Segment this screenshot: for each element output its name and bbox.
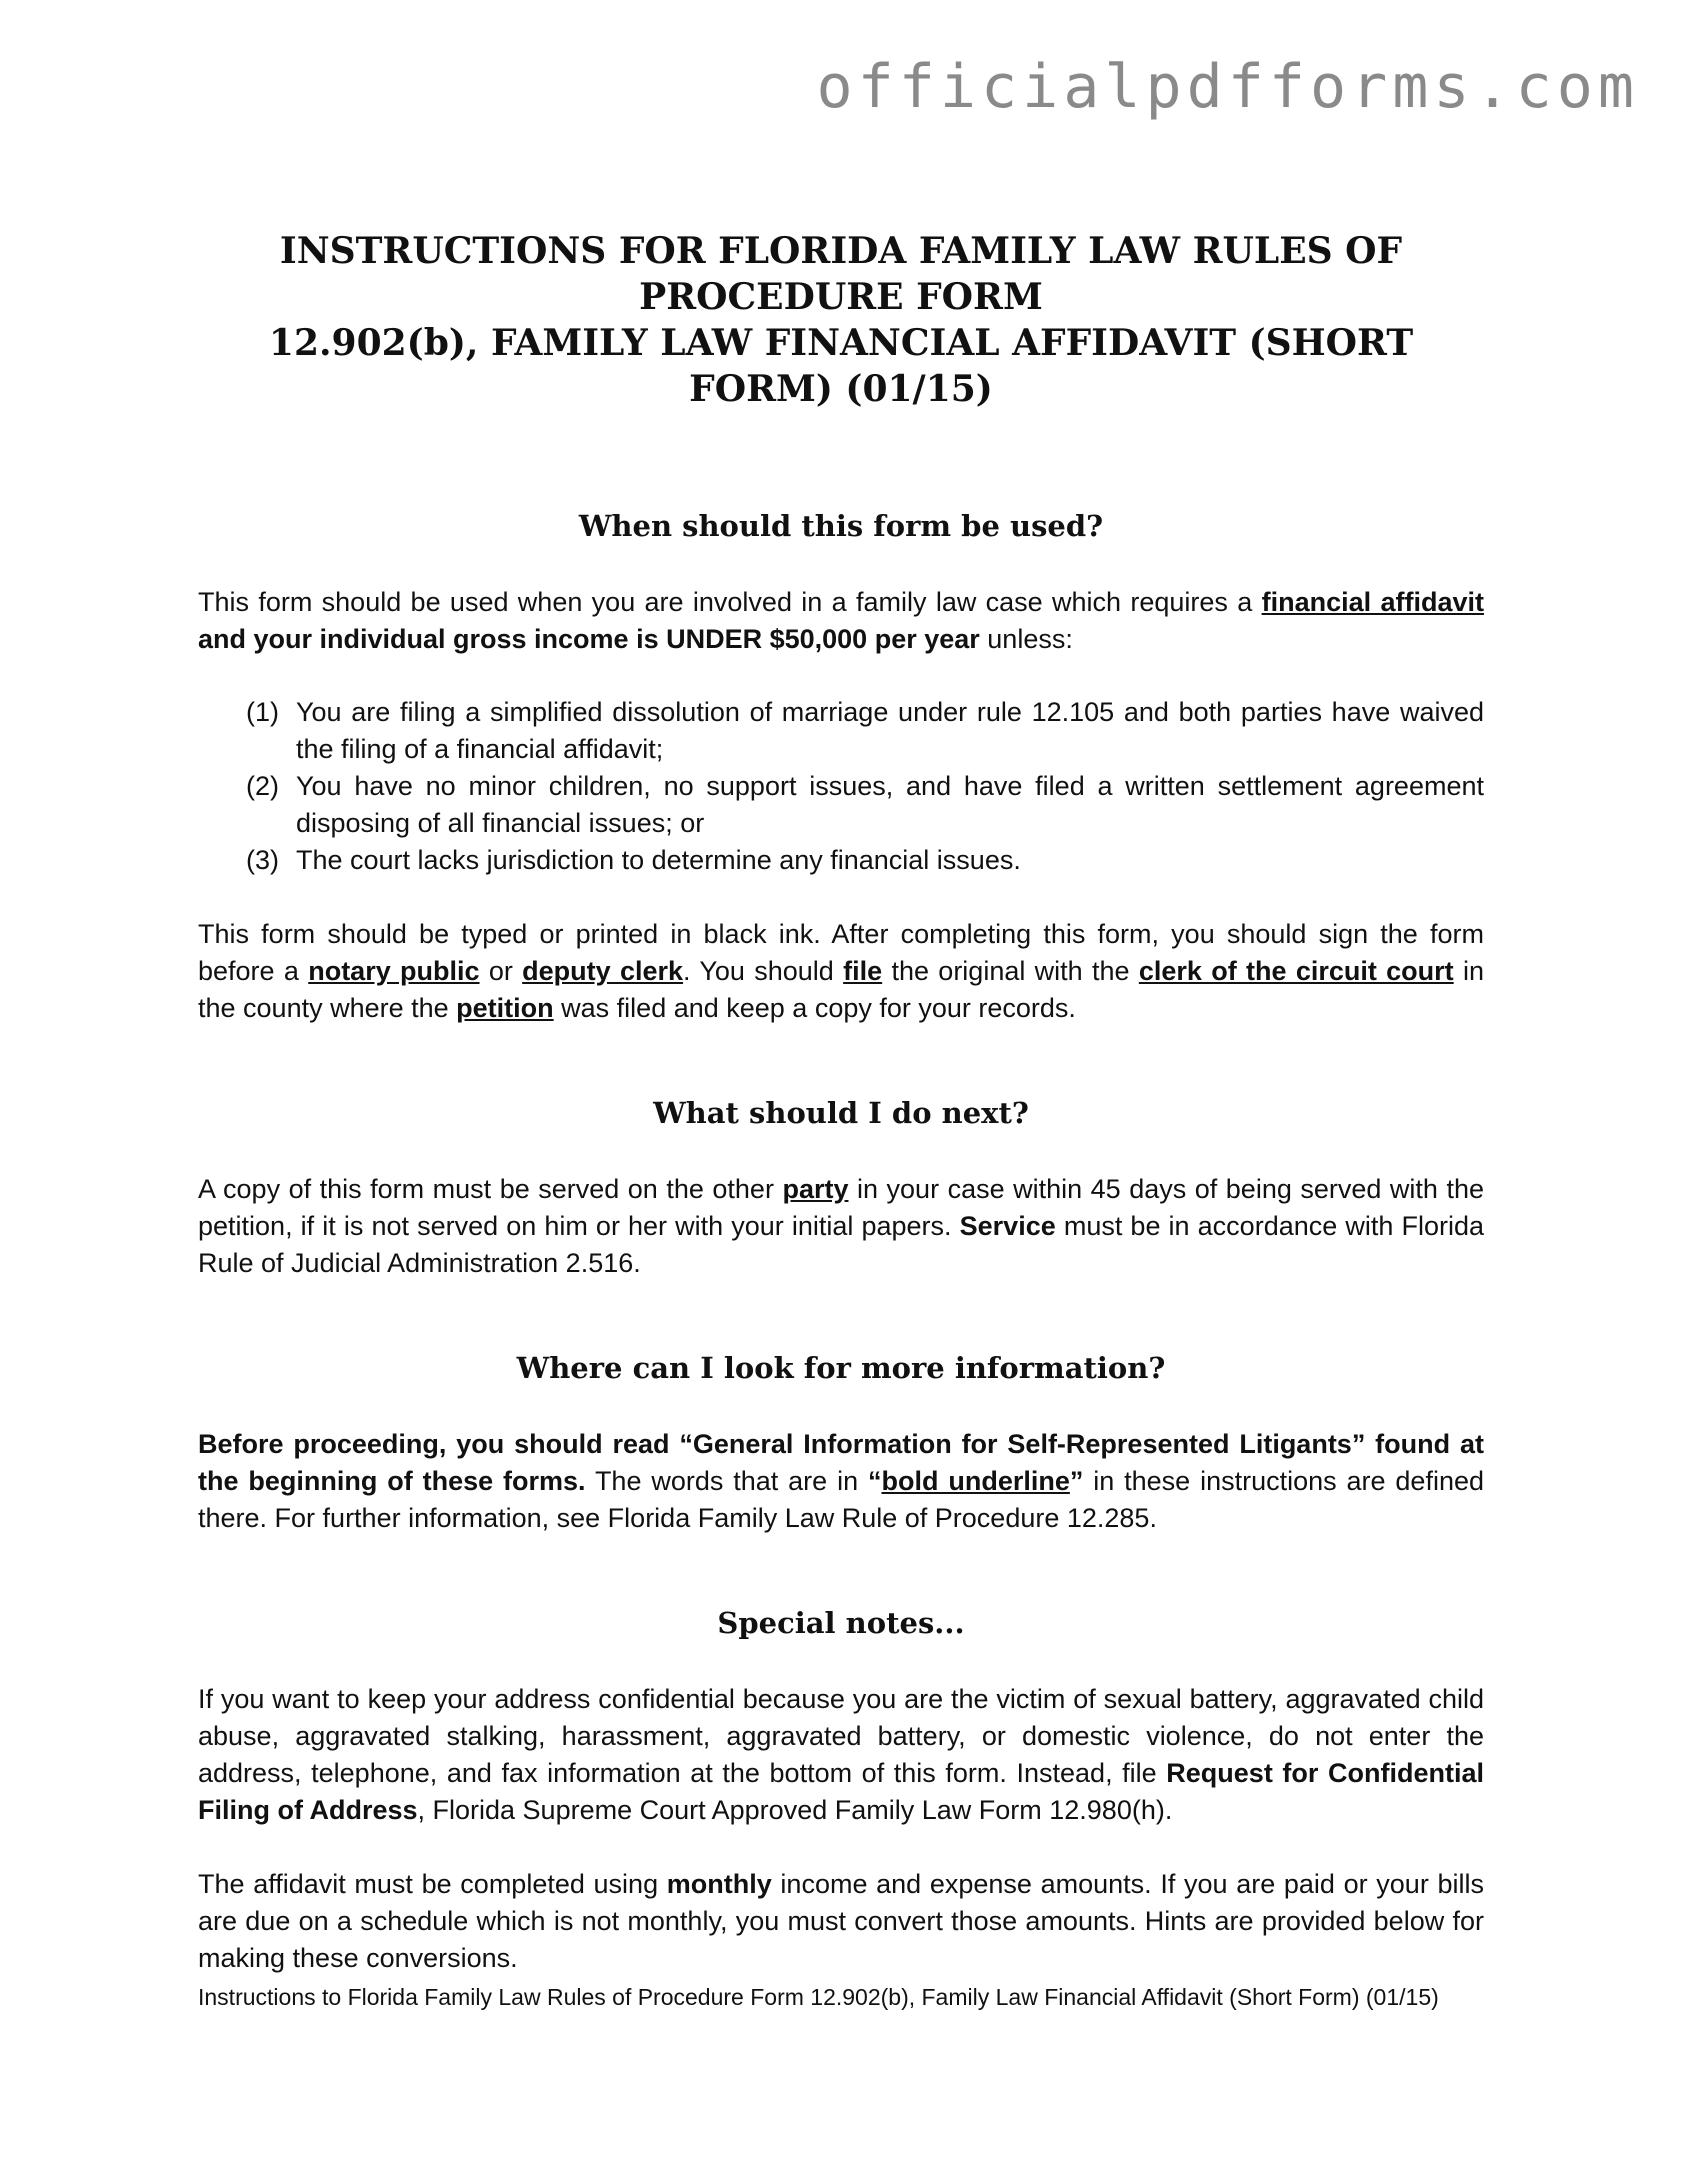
section-heading-special-notes: Special notes...	[717, 1606, 965, 1640]
section-when-used	[198, 506, 1484, 1027]
term-deputy-clerk: deputy clerk	[522, 956, 684, 986]
list-text: You are filing a simplified dissolution of marriage under rule 12.105 and both parties have waived the filing of a financial affidavit;	[296, 697, 1484, 764]
list-text: You have no minor children, no support issues, and have filed a written settlement agreement disposing of all financial issues; or	[296, 771, 1484, 838]
term-notary-public: notary public	[308, 956, 480, 986]
open-quote: “	[867, 1466, 882, 1496]
document-page	[198, 228, 1484, 2013]
section-heading-when-used: When should this form be used?	[578, 509, 1104, 543]
list-number: (1)	[246, 697, 279, 727]
text-run: was filed and keep a copy for your records.	[553, 993, 1076, 1023]
section-heading-next-steps: What should I do next?	[653, 1096, 1029, 1130]
filing-paragraph	[198, 916, 1484, 1027]
term-financial-affidavit: financial affidavit	[1261, 587, 1484, 617]
term-monthly: monthly	[666, 1869, 772, 1899]
more-info-paragraph	[198, 1426, 1484, 1537]
text-run: in these instructions are defined there. For further information, see Florida Family Law Rule of Procedure 12.285.	[198, 1466, 1484, 1533]
text-run: , Florida Supreme Court Approved Family Law Form 12.980(h).	[417, 1795, 1173, 1825]
text-run: the original with the	[882, 956, 1139, 986]
watermark: officialpdfforms.com	[816, 52, 1639, 122]
term-party: party	[782, 1174, 849, 1204]
text-run: The words that are in	[585, 1466, 868, 1496]
list-item	[246, 768, 1484, 842]
text-run: This form should be used when you are involved in a family law case which requires a	[198, 587, 1262, 617]
text-run: income and expense amounts. If you are paid or your bills are due on a schedule which is not monthly, you must convert those amounts. Hints are provided below for making these conversions.	[198, 1869, 1484, 1973]
section-more-info	[198, 1348, 1484, 1537]
section-special-notes	[198, 1603, 1484, 2013]
term-clerk-of-circuit-court: clerk of the circuit court	[1138, 956, 1454, 986]
text-run: If you want to keep your address confidential because you are the victim of sexual battery, aggravated child abuse, aggravated stalking, harassment, aggravated battery, or domestic violence, do not enter the address, telephone, and fax information at the bottom of this form. Instead, file	[198, 1684, 1484, 1788]
conditions-list	[198, 694, 1484, 879]
general-info-notice: Before proceeding, you should read “General Information for Self-Represented Litigants” found at the beginning of these forms.	[198, 1429, 1484, 1496]
list-number: (2)	[246, 771, 279, 801]
title-line-1: INSTRUCTIONS FOR FLORIDA FAMILY LAW RULES OF PROCEDURE FORM	[279, 230, 1403, 318]
section-heading-more-info: Where can I look for more information?	[516, 1351, 1166, 1385]
next-steps-paragraph	[198, 1171, 1484, 1282]
text-run: A copy of this form must be served on the other	[198, 1174, 783, 1204]
text-run: This form should be typed or printed in black ink. After completing this form, you should sign the form before a	[198, 919, 1484, 986]
intro-paragraph	[198, 584, 1484, 658]
term-bold-underline: bold underline	[881, 1466, 1070, 1496]
income-threshold: and your individual gross income is UNDER $50,000 per year	[198, 624, 980, 654]
title-line-2: 12.902(b), FAMILY LAW FINANCIAL AFFIDAVIT (SHORT FORM) (01/15)	[268, 322, 1414, 410]
list-item	[246, 842, 1484, 879]
confidential-address-paragraph	[198, 1681, 1484, 1829]
term-service: Service	[959, 1211, 1056, 1241]
term-petition: petition	[456, 993, 554, 1023]
list-number: (3)	[246, 845, 279, 875]
text-run: or	[479, 956, 523, 986]
text-run: unless:	[979, 624, 1073, 654]
form-name-confidential-filing: Request for Confidential Filing of Address	[198, 1758, 1484, 1825]
text-run: . You should	[683, 956, 844, 986]
section-next-steps	[198, 1093, 1484, 1282]
document-title	[198, 228, 1484, 412]
text-run: The affidavit must be completed using	[198, 1869, 667, 1899]
text-run: must be in accordance with Florida Rule of Judicial Administration 2.516.	[198, 1211, 1484, 1278]
page-footer: Instructions to Florida Family Law Rules of Procedure Form 12.902(b), Family Law Financial Affidavit (Short Form) (01/15)	[198, 1984, 1439, 2010]
close-quote: ”	[1069, 1466, 1084, 1496]
monthly-amounts-paragraph	[198, 1866, 1484, 1977]
list-text: The court lacks jurisdiction to determine any financial issues.	[296, 845, 1021, 875]
text-run: in your case within 45 days of being served with the petition, if it is not served on him or her with your initial papers.	[198, 1174, 1484, 1241]
text-run: in the county where the	[198, 956, 1484, 1023]
term-file: file	[843, 956, 883, 986]
list-item	[246, 694, 1484, 768]
